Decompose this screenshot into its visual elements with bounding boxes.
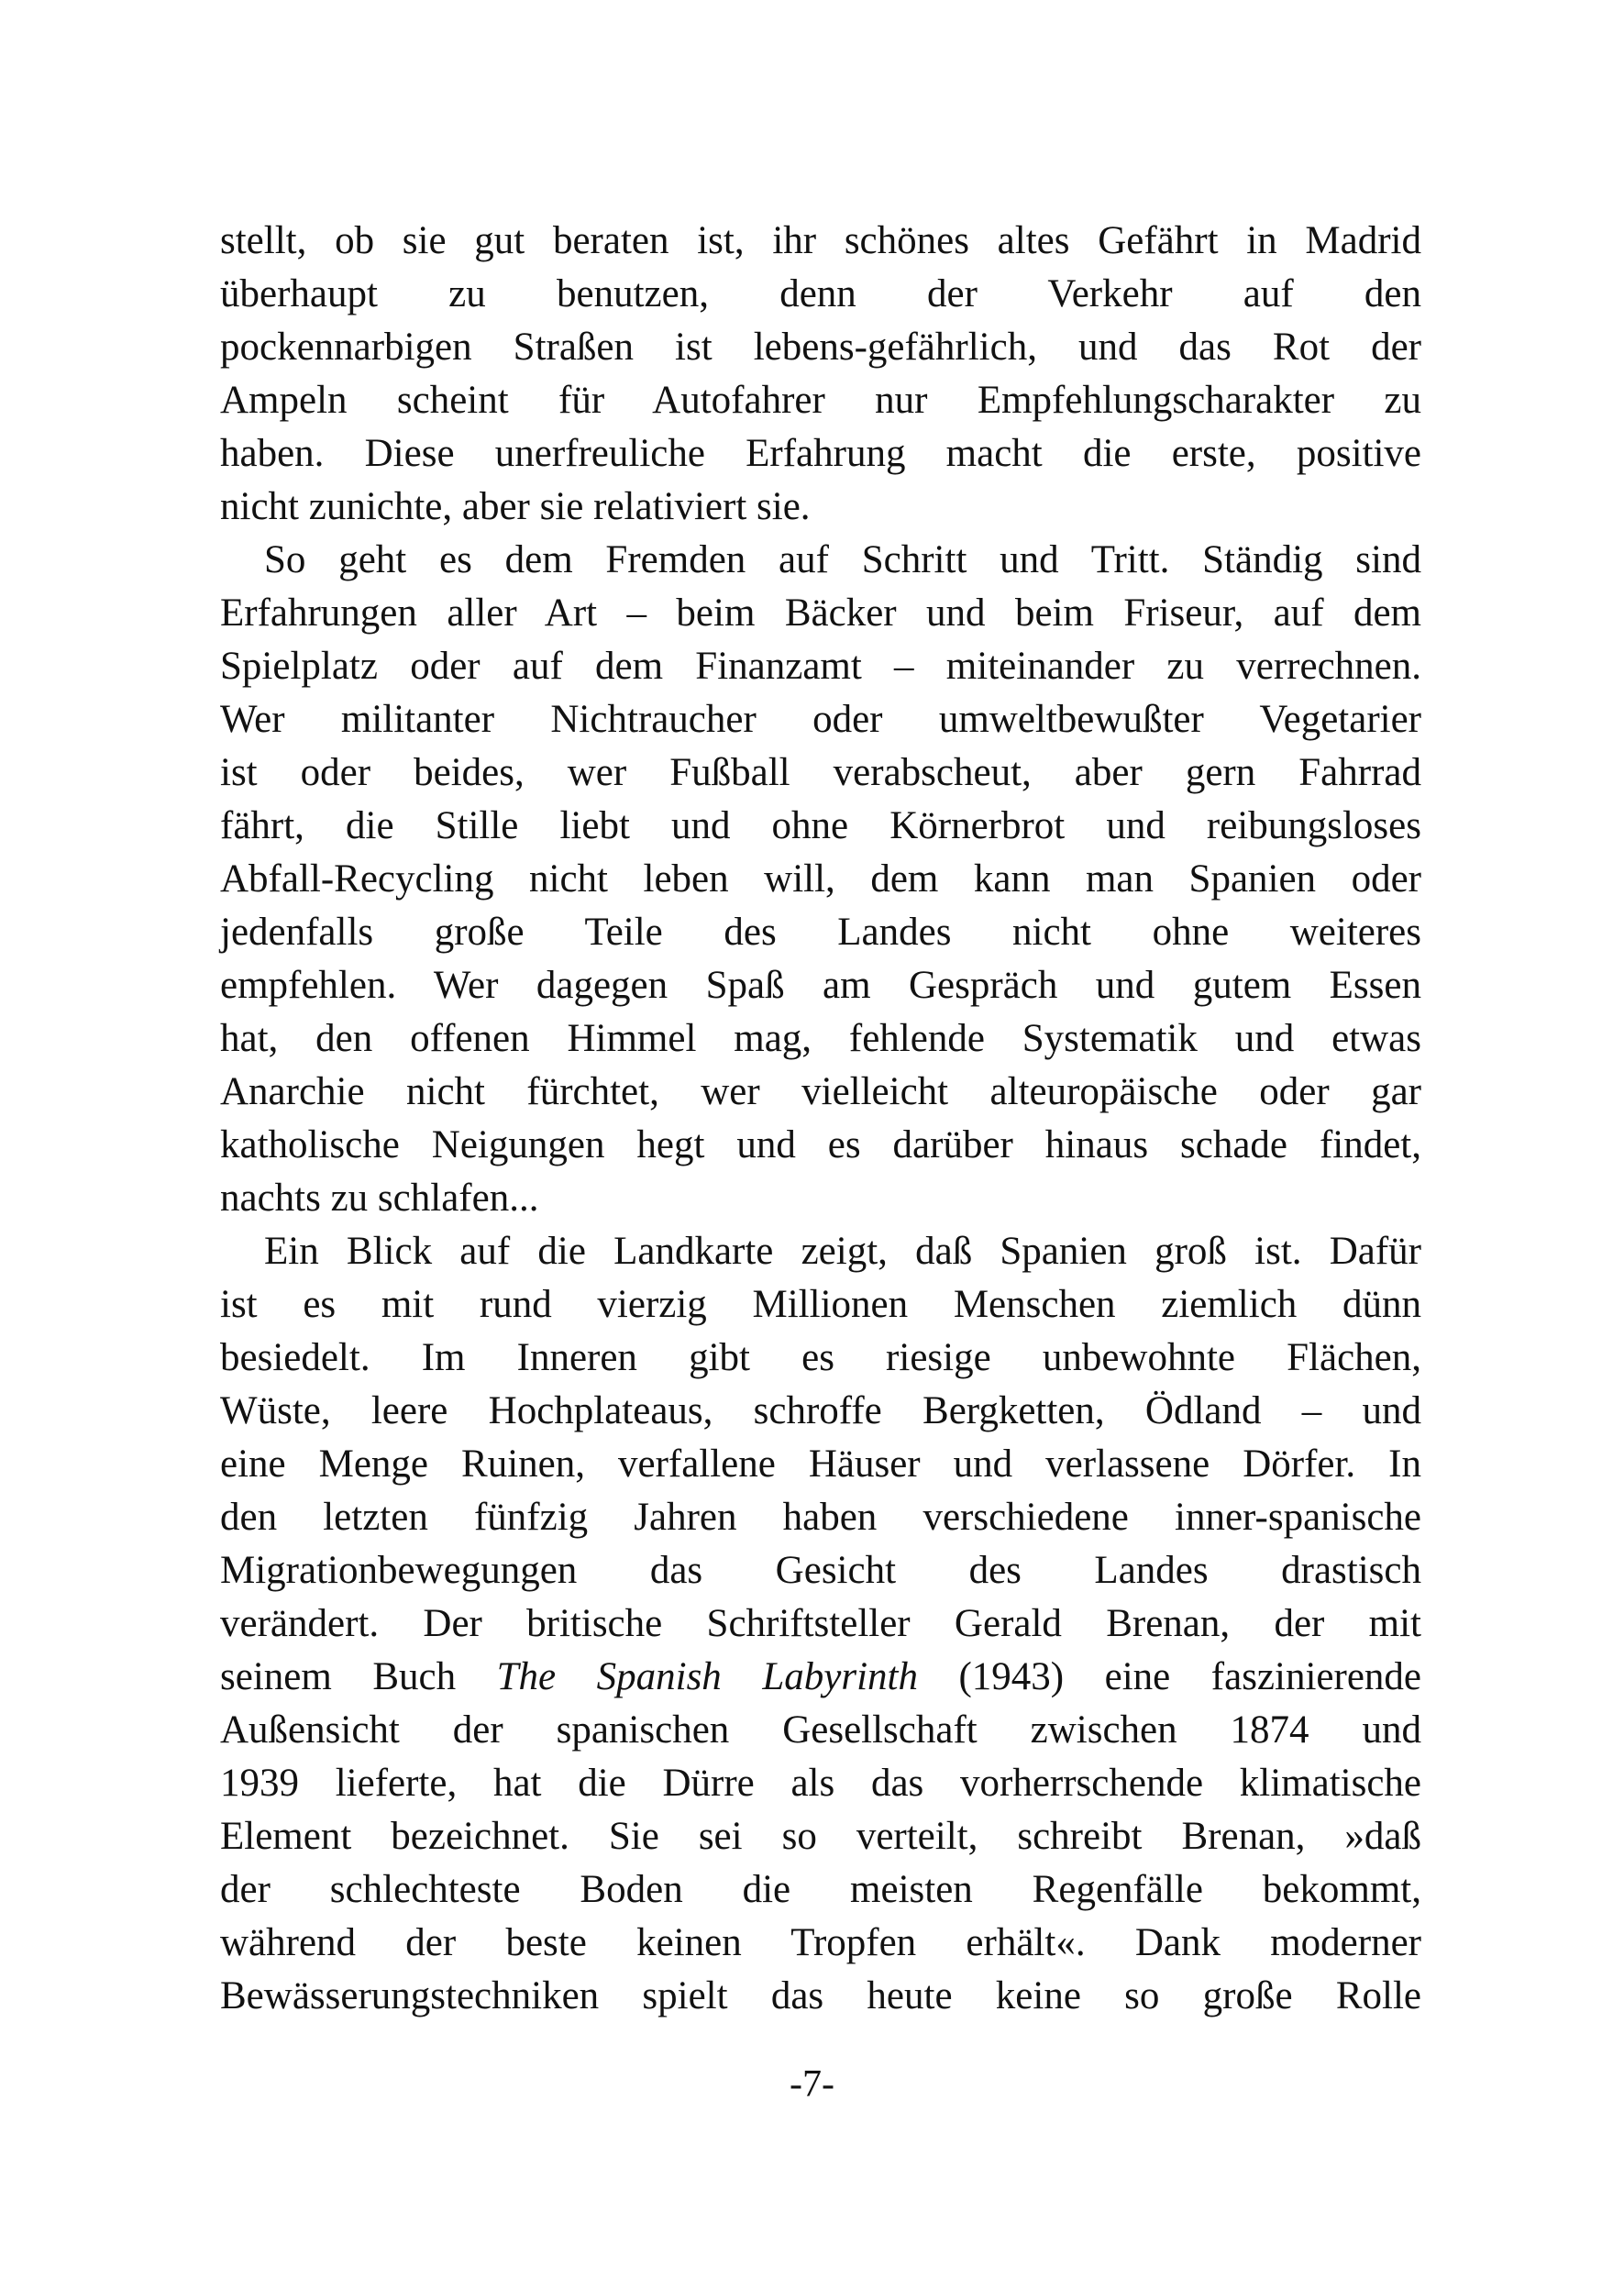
text-line: Erfahrungen aller Art – beim Bäcker und beim Friseur, auf dem xyxy=(220,591,1421,635)
page-body xyxy=(220,215,1421,2023)
text-line: Bewässerungstechniken spielt das heute keine so große Rolle xyxy=(220,1974,1421,2017)
text-line: katholische Neigungen hegt und es darüber hinaus schade findet, xyxy=(220,1123,1421,1166)
text-line: Migrationbewegungen das Gesicht des Landes drastisch xyxy=(220,1549,1421,1592)
paragraph-2 xyxy=(220,534,1421,1225)
text-line: nicht zunichte, aber sie relativiert sie. xyxy=(220,485,811,528)
text-line: So geht es dem Fremden auf Schritt und Tritt. Ständig sind xyxy=(264,538,1421,581)
text-line: haben. Diese unerfreuliche Erfahrung macht die erste, positive xyxy=(220,432,1421,475)
text-line: während der beste keinen Tropfen erhält«. Dank moderner xyxy=(220,1921,1421,1964)
text-line: Element bezeichnet. Sie sei so verteilt, schreibt Brenan, »daß xyxy=(220,1815,1421,1858)
text-line: besiedelt. Im Inneren gibt es riesige unbewohnte Flächen, xyxy=(220,1336,1421,1379)
text-line: überhaupt zu benutzen, denn der Verkehr auf den xyxy=(220,272,1421,315)
text-line: verändert. Der britische Schriftsteller Gerald Brenan, der mit xyxy=(220,1602,1421,1645)
text-line: eine Menge Ruinen, verfallene Häuser und verlassene Dörfer. In xyxy=(220,1442,1421,1486)
text-line: empfehlen. Wer dagegen Spaß am Gespräch und gutem Essen xyxy=(220,964,1421,1007)
text-line: den letzten fünfzig Jahren haben verschiedene inner-spanische xyxy=(220,1496,1421,1539)
paragraph-1 xyxy=(220,215,1421,534)
text-line-with-book-title: seinem Buch The Spanish Labyrinth (1943) eine faszinierende xyxy=(220,1655,1421,1698)
text-line: stellt, ob sie gut beraten ist, ihr schönes altes Gefährt in Madrid xyxy=(220,219,1421,262)
text-line: hat, den offenen Himmel mag, fehlende Systematik und etwas xyxy=(220,1017,1421,1060)
text-line: fährt, die Stille liebt und ohne Körnerbrot und reibungsloses xyxy=(220,804,1421,847)
paragraph-3 xyxy=(220,1225,1421,2023)
text-line: Anarchie nicht fürchtet, wer vielleicht alteuropäische oder gar xyxy=(220,1070,1421,1113)
text-line: jedenfalls große Teile des Landes nicht ohne weiteres xyxy=(220,911,1421,954)
text-line: Wer militanter Nichtraucher oder umweltbewußter Vegetarier xyxy=(220,698,1421,741)
text-line: nachts zu schlafen... xyxy=(220,1177,539,1220)
text-line: pockennarbigen Straßen ist lebens-gefährlich, und das Rot der xyxy=(220,326,1421,369)
text-line: ist oder beides, wer Fußball verabscheut, aber gern Fahrrad xyxy=(220,751,1421,794)
text-line: Spielplatz oder auf dem Finanzamt – miteinander zu verrechnen. xyxy=(220,645,1421,688)
text-line: Ampeln scheint für Autofahrer nur Empfehlungscharakter zu xyxy=(220,379,1421,422)
text-line: der schlechteste Boden die meisten Regenfälle bekommt, xyxy=(220,1868,1421,1911)
text-line: Wüste, leere Hochplateaus, schroffe Bergketten, Ödland – und xyxy=(220,1389,1421,1432)
text-line: 1939 lieferte, hat die Dürre als das vorherrschende klimatische xyxy=(220,1762,1421,1805)
text-line: Abfall-Recycling nicht leben will, dem kann man Spanien oder xyxy=(220,857,1421,901)
text-line: Ein Blick auf die Landkarte zeigt, daß Spanien groß ist. Dafür xyxy=(264,1230,1421,1273)
page-number: -7- xyxy=(790,2063,834,2106)
text-line: ist es mit rund vierzig Millionen Menschen ziemlich dünn xyxy=(220,1283,1421,1326)
text-line: Außensicht der spanischen Gesellschaft zwischen 1874 und xyxy=(220,1708,1421,1752)
